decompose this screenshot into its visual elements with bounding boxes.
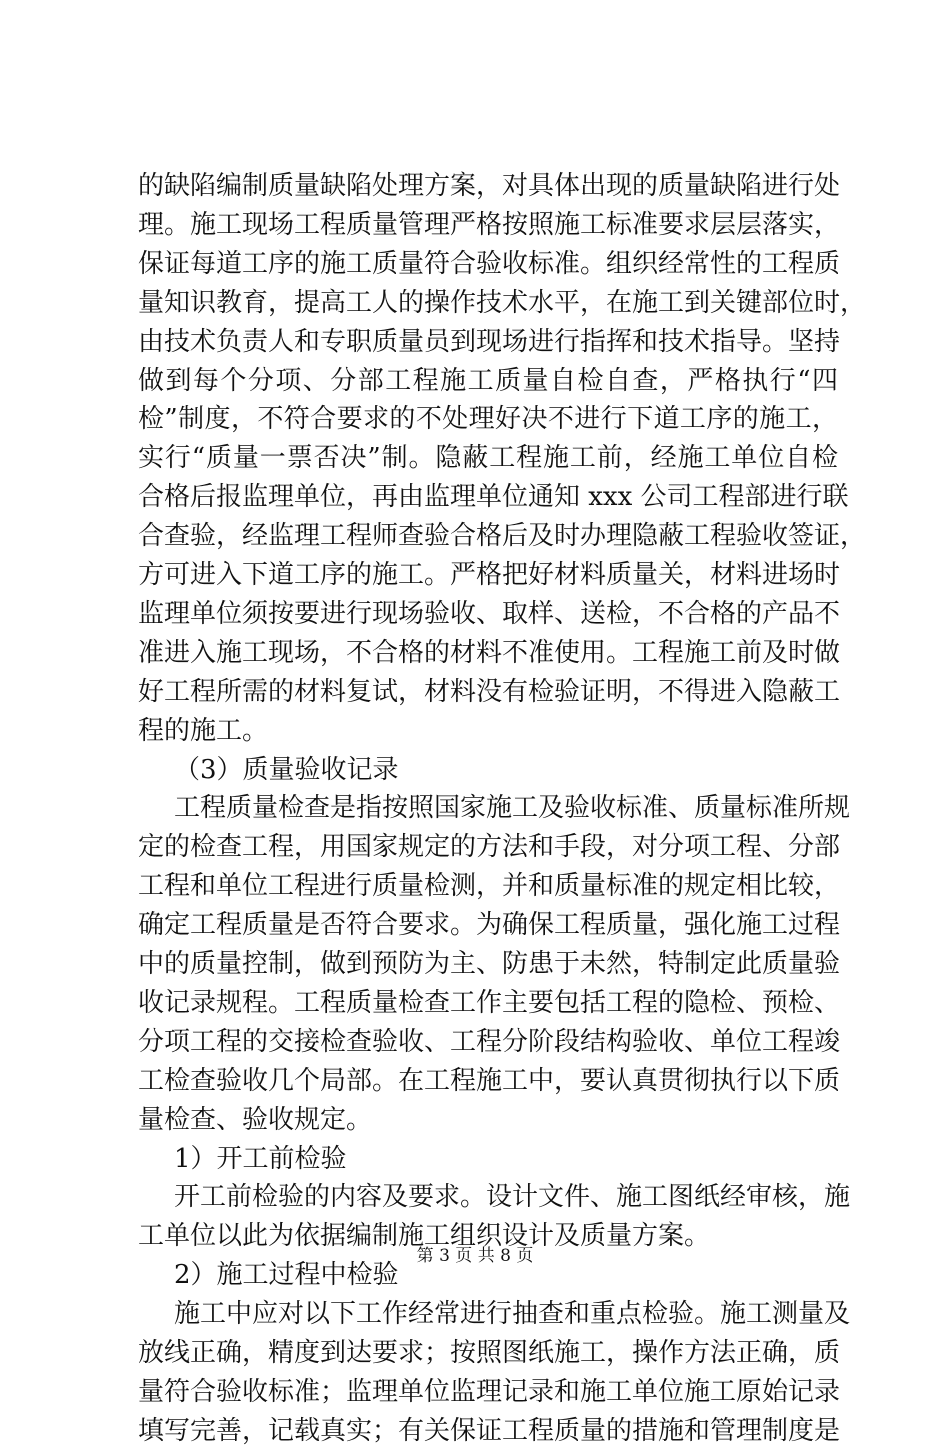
text-line: 2）施工过程中检验 bbox=[174, 1260, 399, 1291]
text-line: 收记录规程。工程质量检查工作主要包括工程的隐检、预检、 bbox=[138, 987, 841, 1018]
text-line: 开工前检验的内容及要求。设计文件、施工图纸经审核，施 bbox=[174, 1182, 851, 1213]
text-line: 好工程所需的材料复试，材料没有检验证明，不得进入隐蔽工 bbox=[138, 676, 841, 707]
text-line: 量符合验收标准；监理单位监理记录和施工单位施工原始记录 bbox=[138, 1376, 841, 1407]
text-line: 1）开工前检验 bbox=[174, 1143, 347, 1174]
text-line: 由技术负责人和专职质量员到现场进行指挥和技术指导。坚持 bbox=[138, 326, 841, 357]
text-line: 合查验，经监理工程师查验合格后及时办理隐蔽工程验收签证， bbox=[138, 521, 867, 552]
text-line: 量检查、验收规定。 bbox=[138, 1104, 373, 1135]
text-line: 施工中应对以下工作经常进行抽查和重点检验。施工测量及 bbox=[174, 1299, 851, 1330]
text-line: 检”制度，不符合要求的不处理好决不进行下道工序的施工， bbox=[138, 404, 838, 435]
text-line: 合格后报监理单位，再由监理单位通知 xxx 公司工程部进行联 bbox=[138, 482, 849, 513]
text-line: 填写完善，记载真实；有关保证工程质量的措施和管理制度是 bbox=[138, 1415, 841, 1446]
text-line: 中的质量控制，做到预防为主、防患于未然，特制定此质量验 bbox=[138, 949, 841, 979]
text-line: 定的检查工程，用国家规定的方法和手段，对分项工程、分部 bbox=[138, 832, 841, 863]
text-line: 监理单位须按要进行现场验收、取样、送检，不合格的产品不 bbox=[138, 598, 841, 629]
text-line: 方可进入下道工序的施工。严格把好材料质量关，材料进场时 bbox=[138, 560, 841, 590]
text-line: 的缺陷编制质量缺陷处理方案，对具体出现的质量缺陷进行处 bbox=[138, 171, 841, 201]
text-line: 保证每道工序的施工质量符合验收标准。组织经常性的工程质 bbox=[138, 248, 841, 279]
text-line: 放线正确，精度到达要求；按照图纸施工，操作方法正确，质 bbox=[138, 1338, 841, 1368]
text-line: 理。施工现场工程质量管理严格按照施工标准要求层层落实， bbox=[138, 209, 841, 240]
text-line: 量知识教育，提高工人的操作技术水平，在施工到关键部位时， bbox=[138, 287, 867, 318]
text-line: 工程质量检查是指按照国家施工及验收标准、质量标准所规 bbox=[174, 793, 851, 824]
text-line: 分项工程的交接检查验收、工程分阶段结构验收、单位工程竣 bbox=[138, 1026, 841, 1057]
text-line: 工单位以此为依据编制施工组织设计及质量方案。 bbox=[138, 1221, 711, 1252]
text-line: 实行“质量一票否决”制。隐蔽工程施工前，经施工单位自检 bbox=[138, 443, 838, 474]
text-line: 工程和单位工程进行质量检测，并和质量标准的规定相比较， bbox=[138, 871, 841, 902]
text-line: 确定工程质量是否符合要求。为确保工程质量，强化施工过程 bbox=[138, 910, 841, 941]
text-line: 程的施工。 bbox=[138, 715, 269, 746]
text-line: 工检查验收几个局部。在工程施工中，要认真贯彻执行以下质 bbox=[138, 1065, 841, 1096]
text-line: 做到每个分项、分部工程施工质量自检自查，严格执行“四 bbox=[138, 365, 838, 396]
page-footer: 第 3 页 共 8 页 bbox=[416, 1246, 534, 1266]
text-line: （3）质量验收记录 bbox=[174, 754, 399, 785]
text-line: 准进入施工现场，不合格的材料不准使用。工程施工前及时做 bbox=[138, 637, 841, 668]
